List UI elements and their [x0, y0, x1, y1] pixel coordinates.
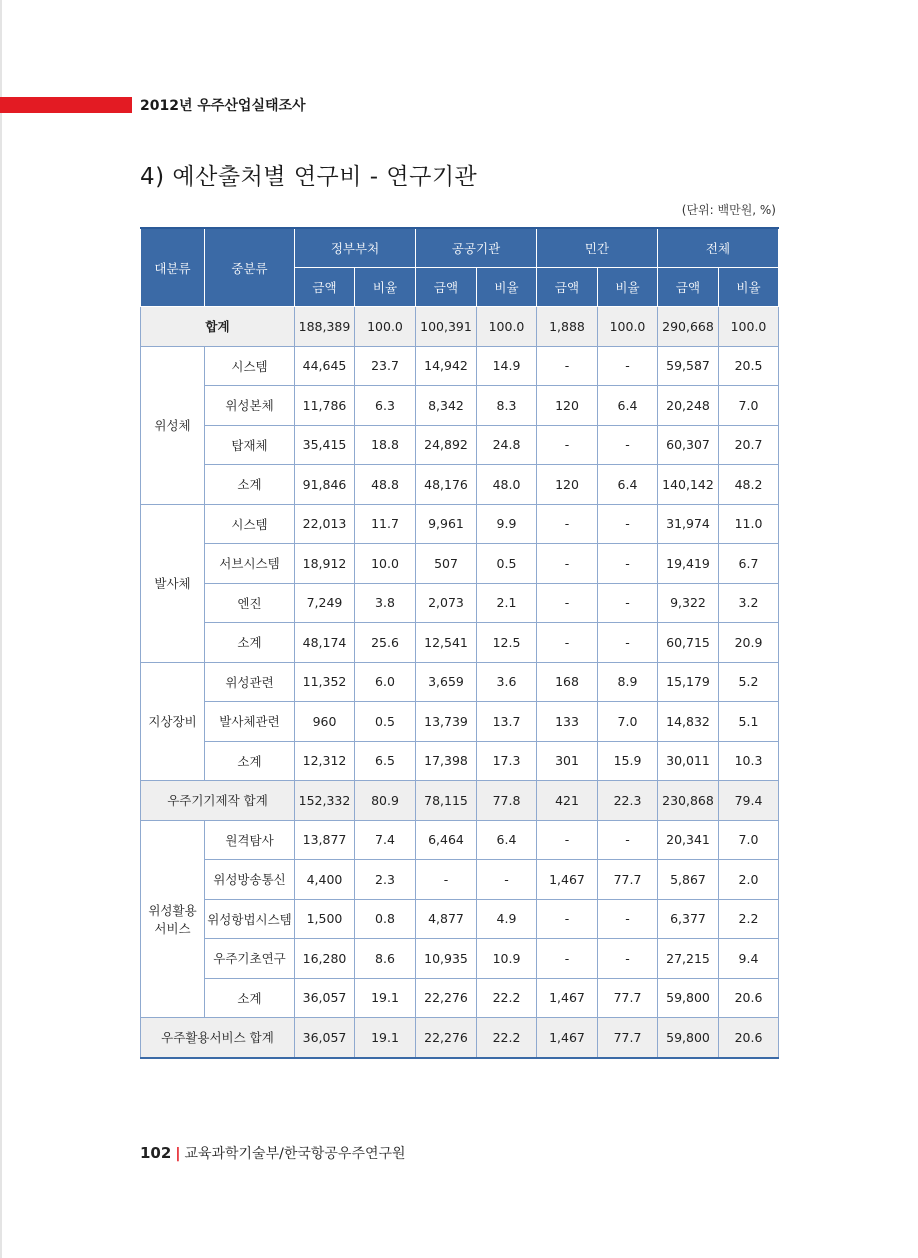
cell: 17.3	[477, 741, 537, 781]
cell: 36,057	[295, 1018, 355, 1058]
cell: -	[598, 583, 658, 623]
cell: 0.5	[355, 702, 416, 742]
cell: 7.0	[719, 820, 779, 860]
cell: 2.2	[719, 899, 779, 939]
cell: 6.4	[477, 820, 537, 860]
header-major: 대분류	[141, 228, 205, 307]
page-edge	[0, 0, 2, 1258]
cell: 9,322	[658, 583, 719, 623]
budget-table	[140, 227, 779, 1059]
cell: 152,332	[295, 781, 355, 821]
cell: 301	[537, 741, 598, 781]
table-row	[141, 741, 779, 781]
cell: 22,276	[416, 1018, 477, 1058]
cell: 20,341	[658, 820, 719, 860]
row-label: 우주기초연구	[205, 939, 295, 979]
header-group-government: 정부부처	[295, 228, 416, 268]
cell: 9.9	[477, 504, 537, 544]
cell: 22,276	[416, 978, 477, 1018]
cell: 507	[416, 544, 477, 584]
footer-publisher: 교육과학기술부/한국항공우주연구원	[184, 1146, 406, 1162]
table-row	[141, 544, 779, 584]
cell: 3,659	[416, 662, 477, 702]
cell: -	[537, 623, 598, 663]
cell: 19.1	[355, 1018, 416, 1058]
cell: 7.4	[355, 820, 416, 860]
cell: -	[598, 899, 658, 939]
cell: 10.3	[719, 741, 779, 781]
cell: 13.7	[477, 702, 537, 742]
cell: -	[537, 820, 598, 860]
cell: 140,142	[658, 465, 719, 505]
cell: 77.7	[598, 1018, 658, 1058]
cell: 100,391	[416, 307, 477, 347]
cell: 421	[537, 781, 598, 821]
cell: 5.1	[719, 702, 779, 742]
table-row	[141, 425, 779, 465]
table-row	[141, 346, 779, 386]
row-label: 엔진	[205, 583, 295, 623]
cell: 6.4	[598, 465, 658, 505]
cell: 100.0	[477, 307, 537, 347]
subtotal-row	[141, 781, 779, 821]
category-ground: 지상장비	[141, 662, 205, 781]
cell: 7.0	[719, 386, 779, 426]
subtotal-label: 우주기기제작 합계	[141, 781, 295, 821]
cell: 16,280	[295, 939, 355, 979]
table-row	[141, 820, 779, 860]
category-satellite: 위성체	[141, 346, 205, 504]
table-row	[141, 939, 779, 979]
table-row	[141, 386, 779, 426]
cell: 10.0	[355, 544, 416, 584]
subtotal-row	[141, 1018, 779, 1058]
cell: 100.0	[719, 307, 779, 347]
cell: 6.4	[598, 386, 658, 426]
cell: 230,868	[658, 781, 719, 821]
cell: 8.6	[355, 939, 416, 979]
category-launcher: 발사체	[141, 504, 205, 662]
header-ratio: 비율	[355, 268, 416, 307]
cell: 7,249	[295, 583, 355, 623]
cell: 9.4	[719, 939, 779, 979]
row-label: 소계	[205, 978, 295, 1018]
cell: 6.5	[355, 741, 416, 781]
row-label: 위성관련	[205, 662, 295, 702]
cell: 77.7	[598, 978, 658, 1018]
header-group-total: 전체	[658, 228, 779, 268]
cell: 6,377	[658, 899, 719, 939]
row-label: 위성항법시스템	[205, 899, 295, 939]
cell: 59,800	[658, 1018, 719, 1058]
cell: 12,312	[295, 741, 355, 781]
header-ratio: 비율	[598, 268, 658, 307]
cell: -	[537, 899, 598, 939]
cell: 14.9	[477, 346, 537, 386]
row-label: 위성방송통신	[205, 860, 295, 900]
cell: -	[598, 820, 658, 860]
unit-note: (단위: 백만원, %)	[681, 203, 776, 217]
cell: 5.2	[719, 662, 779, 702]
cell: 20.5	[719, 346, 779, 386]
cell: 60,307	[658, 425, 719, 465]
table-row	[141, 702, 779, 742]
category-service	[141, 820, 205, 1018]
cell: 44,645	[295, 346, 355, 386]
cell: 25.6	[355, 623, 416, 663]
cell: 2,073	[416, 583, 477, 623]
cell: 10,935	[416, 939, 477, 979]
cell: 20.6	[719, 978, 779, 1018]
cell: 77.8	[477, 781, 537, 821]
cell: 18.8	[355, 425, 416, 465]
cell: -	[598, 504, 658, 544]
row-label: 원격탐사	[205, 820, 295, 860]
header-amount: 금액	[658, 268, 719, 307]
cell: 12,541	[416, 623, 477, 663]
cell: -	[537, 544, 598, 584]
row-label: 시스템	[205, 346, 295, 386]
table-row	[141, 662, 779, 702]
cell: 19,419	[658, 544, 719, 584]
table-row	[141, 504, 779, 544]
cell: 22.2	[477, 1018, 537, 1058]
page-footer	[140, 1143, 406, 1163]
header-ratio: 비율	[477, 268, 537, 307]
cell: 48,174	[295, 623, 355, 663]
cell: 1,467	[537, 1018, 598, 1058]
total-label: 합계	[141, 307, 295, 347]
category-service-line1: 위성활용	[148, 902, 197, 918]
header-ratio: 비율	[719, 268, 779, 307]
cell: -	[537, 346, 598, 386]
cell: 11,786	[295, 386, 355, 426]
row-label: 소계	[205, 741, 295, 781]
header-minor: 중분류	[205, 228, 295, 307]
table-row	[141, 583, 779, 623]
cell: 7.0	[598, 702, 658, 742]
cell: 188,389	[295, 307, 355, 347]
cell: 22.2	[477, 978, 537, 1018]
cell: 0.8	[355, 899, 416, 939]
cell: 27,215	[658, 939, 719, 979]
cell: 19.1	[355, 978, 416, 1018]
cell: -	[598, 939, 658, 979]
cell: 120	[537, 465, 598, 505]
cell: 6.3	[355, 386, 416, 426]
cell: 100.0	[355, 307, 416, 347]
category-service-line2: 서비스	[154, 920, 191, 936]
subtotal-label: 우주활용서비스 합계	[141, 1018, 295, 1058]
cell: 24,892	[416, 425, 477, 465]
cell: 59,800	[658, 978, 719, 1018]
cell: 3.8	[355, 583, 416, 623]
cell: -	[598, 346, 658, 386]
cell: 6,464	[416, 820, 477, 860]
table-row	[141, 860, 779, 900]
table-row	[141, 978, 779, 1018]
cell: 48,176	[416, 465, 477, 505]
table-row	[141, 899, 779, 939]
cell: 20,248	[658, 386, 719, 426]
cell: 78,115	[416, 781, 477, 821]
header-amount: 금액	[537, 268, 598, 307]
cell: 15,179	[658, 662, 719, 702]
cell: 960	[295, 702, 355, 742]
cell: 11.7	[355, 504, 416, 544]
cell: 80.9	[355, 781, 416, 821]
cell: 2.3	[355, 860, 416, 900]
header-amount: 금액	[295, 268, 355, 307]
cell: 60,715	[658, 623, 719, 663]
cell: 2.1	[477, 583, 537, 623]
cell: 4,400	[295, 860, 355, 900]
cell: -	[537, 939, 598, 979]
cell: 11,352	[295, 662, 355, 702]
cell: 18,912	[295, 544, 355, 584]
footer-separator: |	[175, 1146, 181, 1162]
cell: 1,500	[295, 899, 355, 939]
cell: 6.0	[355, 662, 416, 702]
cell: 1,888	[537, 307, 598, 347]
cell: -	[416, 860, 477, 900]
cell: 13,739	[416, 702, 477, 742]
cell: 15.9	[598, 741, 658, 781]
cell: 120	[537, 386, 598, 426]
cell: 30,011	[658, 741, 719, 781]
row-label: 탑재체	[205, 425, 295, 465]
header-amount: 금액	[416, 268, 477, 307]
cell: 48.0	[477, 465, 537, 505]
cell: 290,668	[658, 307, 719, 347]
cell: 48.2	[719, 465, 779, 505]
cell: 14,942	[416, 346, 477, 386]
cell: 3.6	[477, 662, 537, 702]
page-number: 102	[140, 1144, 172, 1162]
header-group-public: 공공기관	[416, 228, 537, 268]
cell: 17,398	[416, 741, 477, 781]
cell: -	[598, 425, 658, 465]
row-label: 시스템	[205, 504, 295, 544]
cell: 8.9	[598, 662, 658, 702]
cell: 8.3	[477, 386, 537, 426]
cell: 20.9	[719, 623, 779, 663]
cell: 8,342	[416, 386, 477, 426]
header-accent-bar	[0, 97, 132, 113]
cell: 22,013	[295, 504, 355, 544]
table-row	[141, 465, 779, 505]
cell: 12.5	[477, 623, 537, 663]
cell: 59,587	[658, 346, 719, 386]
row-label: 위성본체	[205, 386, 295, 426]
cell: -	[537, 425, 598, 465]
cell: 20.6	[719, 1018, 779, 1058]
cell: 35,415	[295, 425, 355, 465]
row-label: 소계	[205, 465, 295, 505]
cell: 0.5	[477, 544, 537, 584]
cell: 22.3	[598, 781, 658, 821]
row-label: 서브시스템	[205, 544, 295, 584]
cell: 133	[537, 702, 598, 742]
cell: 2.0	[719, 860, 779, 900]
cell: -	[477, 860, 537, 900]
cell: 1,467	[537, 978, 598, 1018]
cell: -	[537, 504, 598, 544]
row-label: 발사체관련	[205, 702, 295, 742]
cell: 48.8	[355, 465, 416, 505]
cell: 36,057	[295, 978, 355, 1018]
cell: 31,974	[658, 504, 719, 544]
header-group-private: 민간	[537, 228, 658, 268]
running-header: 2012년 우주산업실태조사	[140, 98, 306, 114]
cell: 77.7	[598, 860, 658, 900]
cell: 4,877	[416, 899, 477, 939]
cell: -	[537, 583, 598, 623]
cell: 24.8	[477, 425, 537, 465]
cell: 20.7	[719, 425, 779, 465]
cell: -	[598, 544, 658, 584]
cell: 5,867	[658, 860, 719, 900]
cell: 9,961	[416, 504, 477, 544]
cell: 100.0	[598, 307, 658, 347]
cell: 91,846	[295, 465, 355, 505]
cell: 11.0	[719, 504, 779, 544]
cell: -	[598, 623, 658, 663]
cell: 3.2	[719, 583, 779, 623]
cell: 79.4	[719, 781, 779, 821]
cell: 6.7	[719, 544, 779, 584]
cell: 168	[537, 662, 598, 702]
cell: 1,467	[537, 860, 598, 900]
cell: 10.9	[477, 939, 537, 979]
cell: 23.7	[355, 346, 416, 386]
cell: 13,877	[295, 820, 355, 860]
row-label: 소계	[205, 623, 295, 663]
cell: 14,832	[658, 702, 719, 742]
cell: 4.9	[477, 899, 537, 939]
table-row	[141, 623, 779, 663]
section-title: 4) 예산출처별 연구비 - 연구기관	[140, 164, 478, 190]
total-row	[141, 307, 779, 347]
